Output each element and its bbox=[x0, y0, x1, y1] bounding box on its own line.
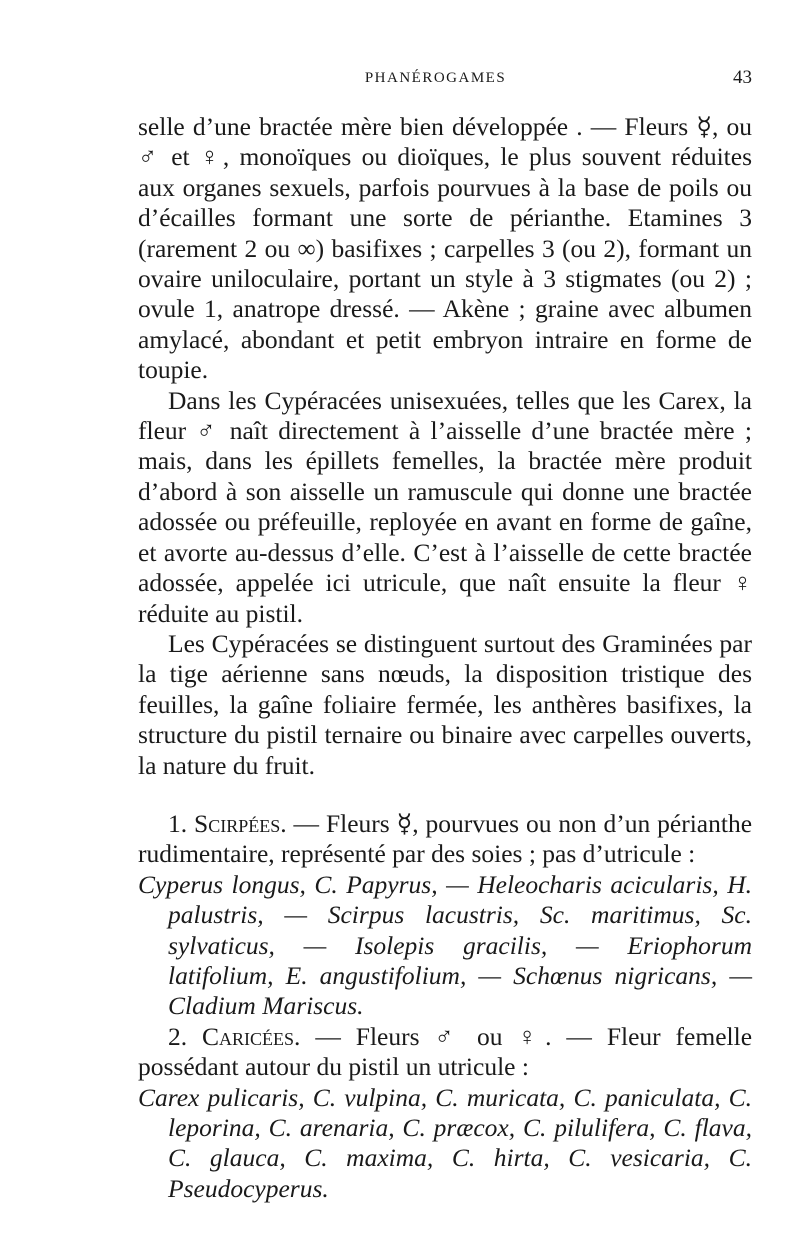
tribe-scirpees bbox=[138, 809, 752, 870]
tribe-number: 1. bbox=[168, 808, 188, 838]
running-title: PHANÉROGAMES bbox=[364, 69, 507, 86]
tribe-name: Scirpées. bbox=[194, 808, 287, 838]
species-list-caricees bbox=[138, 1083, 752, 1205]
species-text: Carex pulicaris, C. vulpina, C. muricata, C. paniculata, C. leporina, C. arenaria, C. præcox, C. pilulifera, C. flava, C. glauca, C. maxima, C. hirta, C. vesicaria, C. Pseudocyperus. bbox=[138, 1082, 752, 1203]
species-text: Cyperus longus, C. Papyrus, — Heleocharis acicularis, H. palustris, — Scirpus lacustris, Sc. maritimus, Sc. sylvaticus, — Isolepis gracilis, — Eriophorum latifolium, E. angustifolium, — Schœnus nigricans, — Cladium Mariscus. bbox=[138, 869, 752, 1021]
page-body bbox=[138, 112, 752, 1204]
page-number: 43 bbox=[733, 67, 752, 88]
paragraph-distinction-gramineae: Les Cypéracées se distinguent surtout des Graminées par la tige aérienne sans nœuds, la disposition tristique des feuilles, la gaîne foliaire fermée, les anthères basifixes, la structure du pistil ternaire ou binaire avec carpelles ouverts, la nature du fruit. bbox=[138, 628, 752, 780]
species-list-scirpees bbox=[138, 870, 752, 1022]
page-header bbox=[138, 66, 752, 90]
tribe-description: — Fleurs ☿, pourvues ou non d’un périanthe rudimentaire, représenté par des soies ; pas d’utricule : bbox=[138, 808, 753, 869]
paragraph-unisexual-cyperaceae: Dans les Cypéracées unisexuées, telles que les Carex, la fleur ♂ naît directement à l’aisselle d’une bractée mère ; mais, dans les épillets femelles, la bractée mère produit d’abord à son aisselle un ramuscule qui donne une bractée adossée ou préfeuille, reployée en avant en forme de gaîne, et avorte au-dessus d’elle. C’est à l’aisselle de cette bractée adossée, appelée ici utricule, que naît ensuite la fleur ♀ réduite au pistil. bbox=[138, 385, 752, 628]
tribe-number: 2. bbox=[168, 1021, 188, 1051]
tribe-description: — Fleurs ♂ ou ♀. — Fleur femelle possédant autour du pistil un utricule : bbox=[138, 1021, 753, 1082]
paragraph-continuation: selle d’une bractée mère bien développée . — Fleurs ☿, ou ♂ et ♀, monoïques ou dioïques, le plus souvent réduites aux organes sexuels, parfois pourvues à la base de poils ou d’écailles formant une sorte de périanthe. Etamines 3 (rarement 2 ou ∞) basifixes ; carpelles 3 (ou 2), formant un ovaire uniloculaire, portant un style à 3 stigmates (ou 2) ; ovule 1, anatrope dressé. — Akène ; graine avec albumen amylacé, abondant et petit embryon intraire en forme de toupie. bbox=[138, 112, 752, 385]
tribe-name: Caricées. bbox=[202, 1021, 301, 1051]
tribe-caricees bbox=[138, 1022, 752, 1083]
